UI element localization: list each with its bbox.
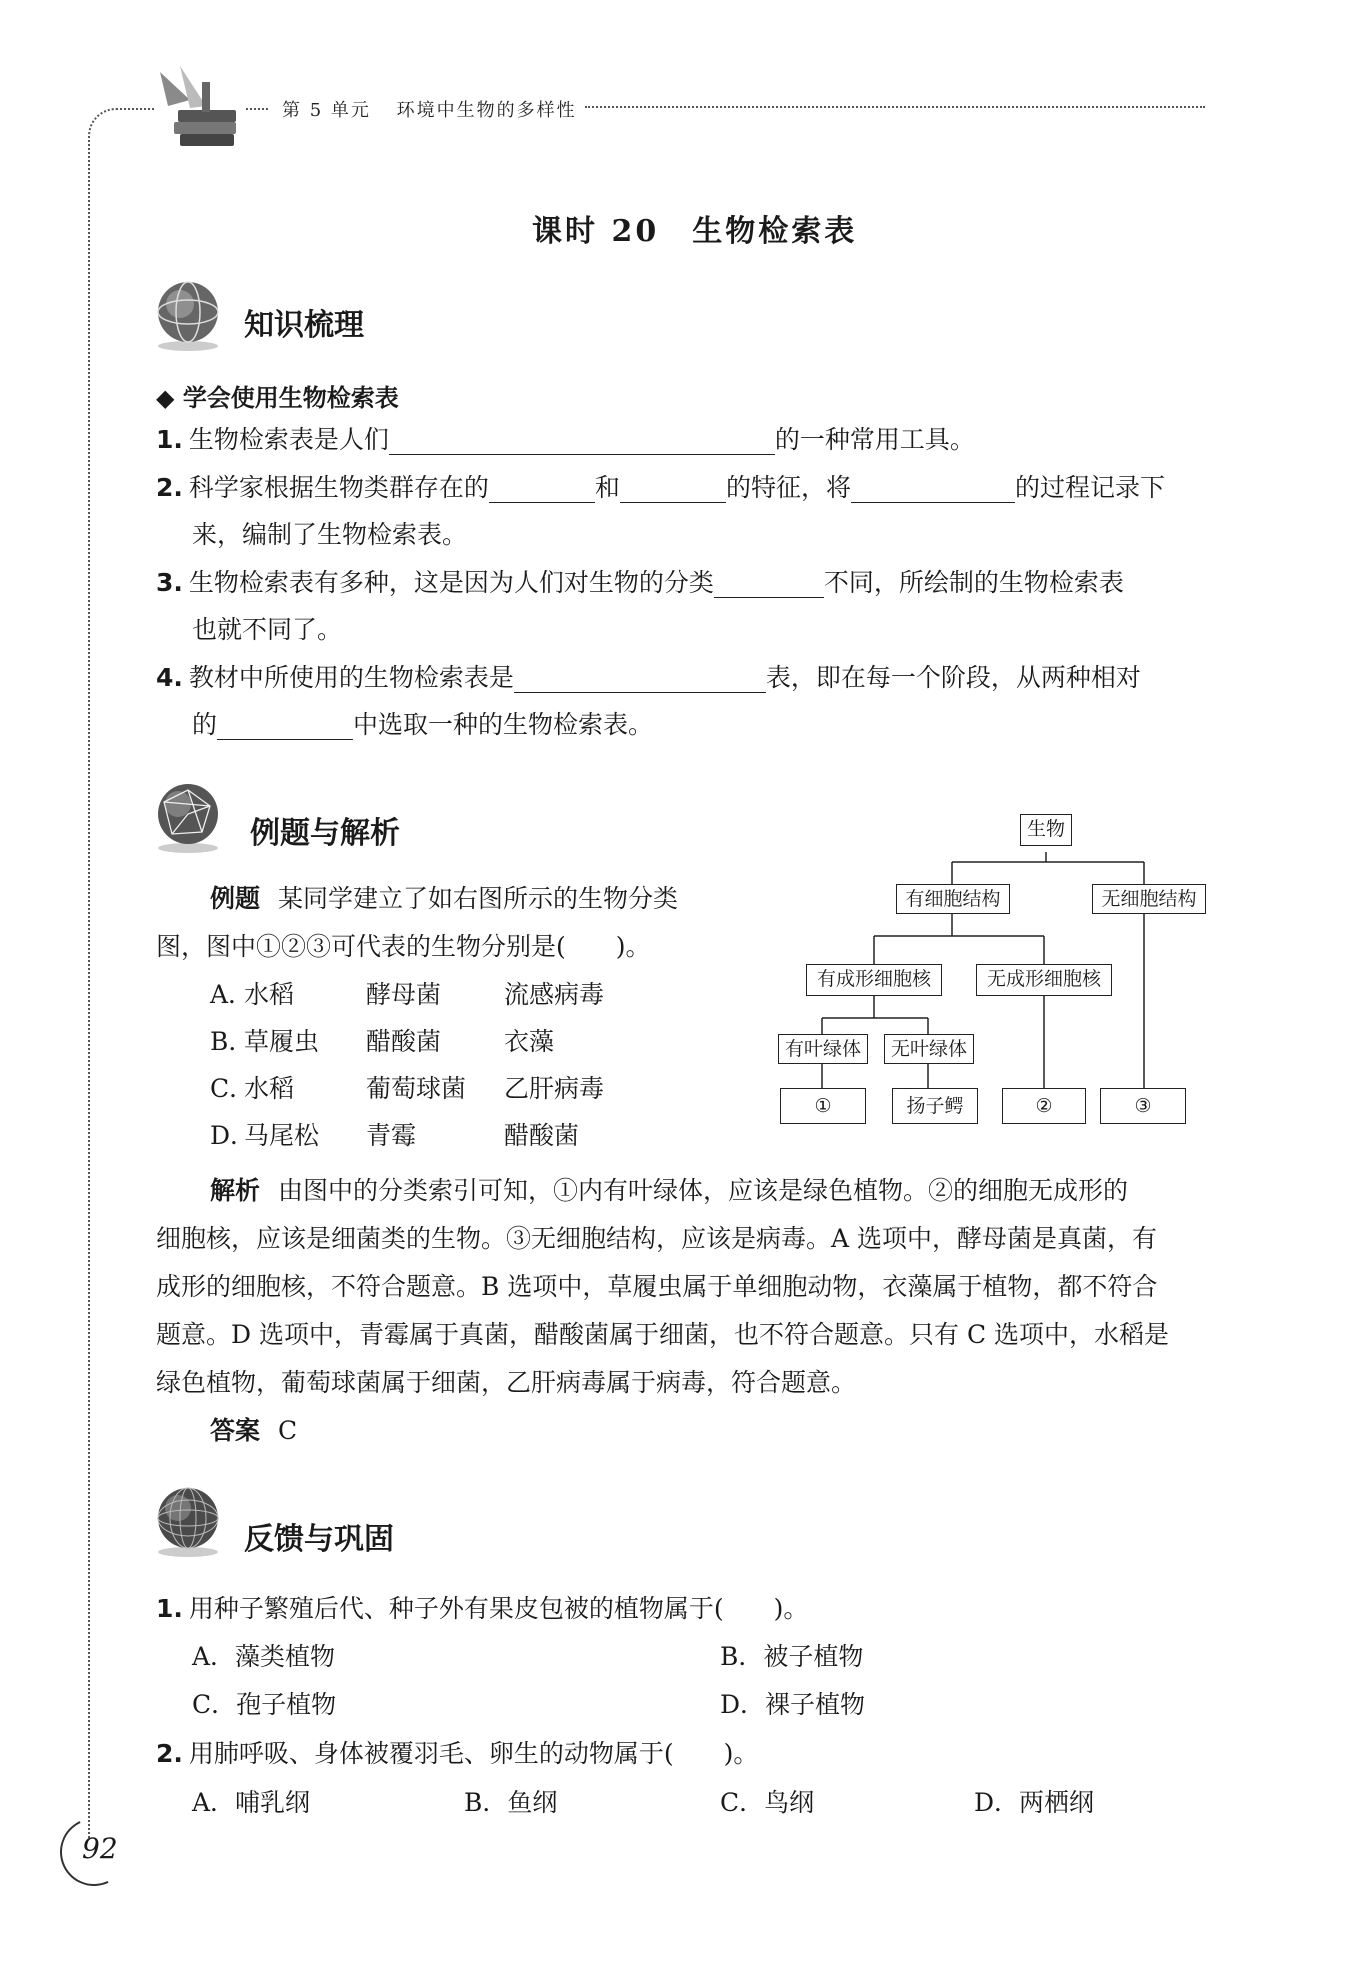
- q-number: 1.: [156, 1594, 183, 1623]
- answer-label: 答案: [210, 1416, 261, 1445]
- q-number: 2.: [156, 1739, 183, 1768]
- q-number: 3.: [156, 568, 183, 597]
- answer-line: [210, 1416, 297, 1446]
- page-number: 92: [82, 1832, 118, 1865]
- example-label: 例题: [210, 884, 261, 913]
- analysis-text: 由图中的分类索引可知，①内有叶绿体，应该是绿色植物。②的细胞无成形的: [278, 1176, 1129, 1205]
- option-item: 乙肝病毒: [504, 1074, 605, 1103]
- tree-node-nochloro: 无叶绿体: [884, 1034, 974, 1064]
- feedback-q2-option-d[interactable]: D．两栖纲: [974, 1788, 1095, 1817]
- tree-node-nocell: 无细胞结构: [1092, 884, 1206, 914]
- header-unit-title: 环境中生物的多样性: [396, 100, 577, 121]
- tree-leaf-4: ③: [1100, 1088, 1186, 1124]
- option-letter: B．: [210, 1027, 254, 1056]
- analysis-line-4: 题意。D 选项中，青霉属于真菌，醋酸菌属于细菌，也不符合题意。只有 C 选项中，水稻是: [156, 1320, 1170, 1349]
- q-text: 教材中所使用的生物检索表是: [188, 663, 514, 692]
- analysis-line-1: [210, 1176, 1128, 1206]
- option-letter: A．: [210, 980, 254, 1009]
- option-item: 青霉: [366, 1121, 417, 1150]
- option-item: 醋酸菌: [504, 1121, 580, 1150]
- q-text: 的一种常用工具。: [774, 425, 975, 454]
- header-unit-number: 第 5 单元: [282, 100, 371, 121]
- analysis-line-5: 绿色植物，葡萄球菌属于细菌，乙肝病毒属于病毒，符合题意。: [156, 1368, 857, 1397]
- feedback-q1-option-d[interactable]: D．裸子植物: [720, 1690, 866, 1719]
- answer-value: C: [278, 1416, 298, 1445]
- feedback-q2-option-a[interactable]: A．哺乳纲: [192, 1788, 311, 1817]
- q-text: 和: [594, 473, 620, 502]
- section-title-example: 例题与解析: [250, 816, 400, 851]
- option-item: 流感病毒: [504, 980, 605, 1009]
- tree-leaf-2: 扬子鳄: [892, 1088, 978, 1124]
- q-number: 2.: [156, 473, 183, 502]
- tree-node-nonucleus: 无成形细胞核: [976, 964, 1112, 996]
- knowledge-q3-cont: 也就不同了。: [192, 615, 343, 644]
- knowledge-q2-cont: 来，编制了生物检索表。: [192, 520, 468, 549]
- q-text: 的过程记录下: [1014, 473, 1165, 502]
- tree-node-nucleus: 有成形细胞核: [806, 964, 942, 996]
- section-title-feedback: 反馈与巩固: [244, 1522, 394, 1557]
- diamond-icon: ◆: [156, 384, 183, 412]
- option-letter: D．: [210, 1121, 256, 1150]
- option-letter: C．: [210, 1074, 255, 1103]
- example-text-1: 某同学建立了如右图所示的生物分类: [278, 884, 679, 913]
- q-text: 科学家根据生物类群存在的: [188, 473, 489, 502]
- option-item: 水稻: [244, 1074, 295, 1103]
- analysis-label: 解析: [210, 1176, 261, 1205]
- analysis-line-3: 成形的细胞核，不符合题意。B 选项中，草履虫属于单细胞动物，衣藻属于植物，都不符合: [156, 1272, 1158, 1301]
- example-text-2: 图，图中①②③可代表的生物分别是( )。: [156, 932, 651, 961]
- q-text: 表，即在每一个阶段，从两种相对: [765, 663, 1141, 692]
- q-text: 的: [192, 710, 218, 739]
- page-title: 课时 20 生物检索表: [532, 214, 858, 249]
- option-item: 酵母菌: [366, 980, 442, 1009]
- option-item: 水稻: [244, 980, 295, 1009]
- feedback-q2: [156, 1739, 758, 1769]
- section-title-knowledge: 知识梳理: [244, 308, 364, 343]
- q-text: 不同，所绘制的生物检索表: [823, 568, 1124, 597]
- feedback-q2-option-b[interactable]: B．鱼纲: [464, 1788, 558, 1817]
- feedback-q1-option-a[interactable]: A．藻类植物: [192, 1642, 336, 1671]
- q-number: 4.: [156, 663, 183, 692]
- tree-leaf-3: ②: [1002, 1088, 1086, 1124]
- knowledge-subheading-text: 学会使用生物检索表: [182, 384, 399, 412]
- q-text: 用肺呼吸、身体被覆羽毛、卵生的动物属于( )。: [188, 1739, 759, 1768]
- tree-leaf-1: ①: [780, 1088, 866, 1124]
- tree-node-chloro: 有叶绿体: [778, 1034, 868, 1064]
- analysis-line-2: 细胞核，应该是细菌类的生物。③无细胞结构，应该是病毒。A 选项中，酵母菌是真菌，有: [156, 1224, 1158, 1253]
- q-text: 用种子繁殖后代、种子外有果皮包被的植物属于( )。: [188, 1594, 809, 1623]
- tree-node-root: 生物: [1020, 814, 1072, 846]
- feedback-q2-option-c[interactable]: C．鸟纲: [720, 1788, 815, 1817]
- option-item: 衣藻: [504, 1027, 555, 1056]
- feedback-q1-option-c[interactable]: C．孢子植物: [192, 1690, 337, 1719]
- feedback-q1: [156, 1594, 808, 1624]
- q-text: 的特征，将: [725, 473, 851, 502]
- q-text: 生物检索表是人们: [188, 425, 389, 454]
- option-item: 醋酸菌: [366, 1027, 442, 1056]
- tree-node-cell: 有细胞结构: [896, 884, 1010, 914]
- mesh-sphere-icon: [152, 1486, 224, 1558]
- q-text: 中选取一种的生物检索表。: [353, 710, 654, 739]
- option-item: 葡萄球菌: [366, 1074, 467, 1103]
- q-text: 生物检索表有多种，这是因为人们对生物的分类: [188, 568, 714, 597]
- feedback-q1-option-b[interactable]: B．被子植物: [720, 1642, 864, 1671]
- q-number: 1.: [156, 425, 183, 454]
- option-item: 草履虫: [244, 1027, 320, 1056]
- option-item: 马尾松: [244, 1121, 320, 1150]
